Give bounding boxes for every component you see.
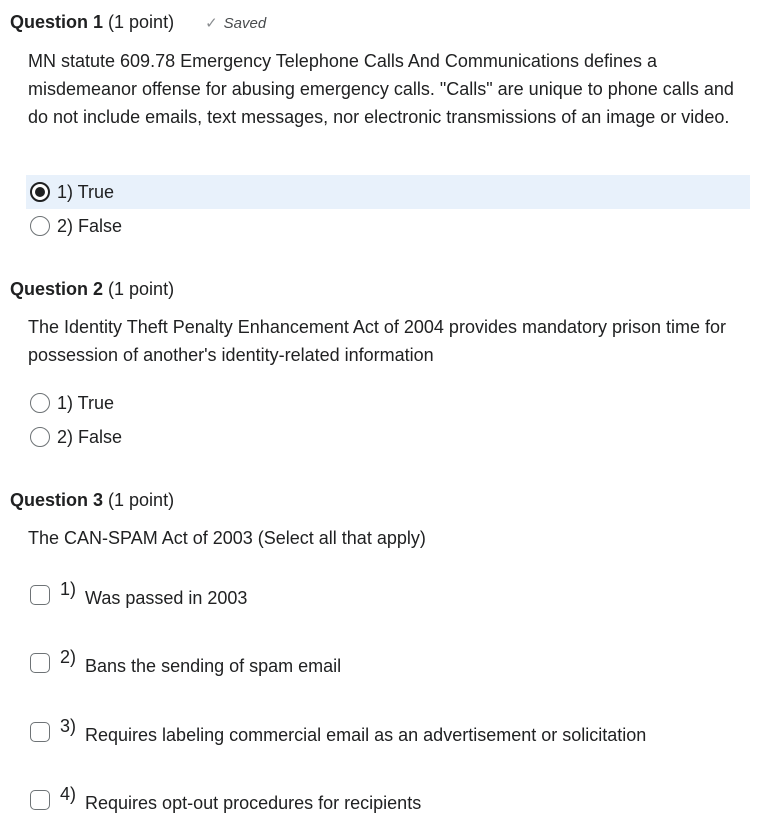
option-label: 2) False — [57, 426, 123, 447]
question-points: (1 point) — [108, 490, 175, 510]
question-3-text: The CAN-SPAM Act of 2003 (Select all that apply) — [28, 528, 426, 548]
question-1-option-true[interactable] — [26, 175, 750, 209]
checkbox[interactable] — [30, 585, 50, 605]
option-number: 2) — [60, 647, 77, 667]
option-label: Requires opt-out procedures for recipients — [85, 793, 422, 813]
option-label: 2) False — [57, 215, 123, 236]
radio-button[interactable] — [30, 393, 50, 413]
question-points: (1 point) — [108, 12, 175, 32]
question-title: Question 1 — [10, 12, 104, 32]
option-label: 1) True — [57, 181, 115, 202]
option-number: 1) — [60, 579, 77, 599]
question-3-option-4[interactable] — [30, 784, 422, 813]
question-3-option-3[interactable] — [30, 716, 647, 745]
question-1-header — [10, 11, 266, 35]
radio-button[interactable] — [30, 427, 50, 447]
question-2-option-false[interactable] — [26, 420, 122, 454]
checkbox[interactable] — [30, 790, 50, 810]
question-title: Question 3 — [10, 490, 104, 510]
checkbox[interactable] — [30, 653, 50, 673]
question-1-text: MN statute 609.78 Emergency Telephone Calls And Communications defines a misdemeanor offense for abusing emergency calls. "Calls" are unique to phone calls and do not include emails, text messages, nor electronic transmissions of an image or video. — [28, 51, 734, 127]
question-3-option-2[interactable] — [30, 647, 342, 676]
option-label: Bans the sending of spam email — [85, 656, 342, 676]
question-3-header — [10, 489, 174, 511]
checkbox[interactable] — [30, 722, 50, 742]
question-3-option-1[interactable] — [30, 579, 248, 608]
checkmark-icon: ✓ — [205, 15, 218, 32]
option-number: 4) — [60, 784, 77, 804]
question-1-option-false[interactable] — [26, 209, 122, 243]
radio-button-selected[interactable] — [30, 182, 50, 202]
option-number: 3) — [60, 716, 77, 736]
question-title: Question 2 — [10, 279, 104, 299]
radio-button[interactable] — [30, 216, 50, 236]
question-2-header — [10, 278, 174, 300]
option-label: Requires labeling commercial email as an advertisement or solicitation — [85, 725, 647, 745]
option-label: 1) True — [57, 392, 115, 413]
question-2-text: The Identity Theft Penalty Enhancement Act of 2004 provides mandatory prison time for possession of another's identity-related information — [28, 317, 727, 365]
option-label: Was passed in 2003 — [85, 588, 248, 608]
question-2-option-true[interactable] — [26, 386, 114, 420]
saved-status: ✓ Saved — [205, 13, 266, 35]
question-points: (1 point) — [108, 279, 175, 299]
